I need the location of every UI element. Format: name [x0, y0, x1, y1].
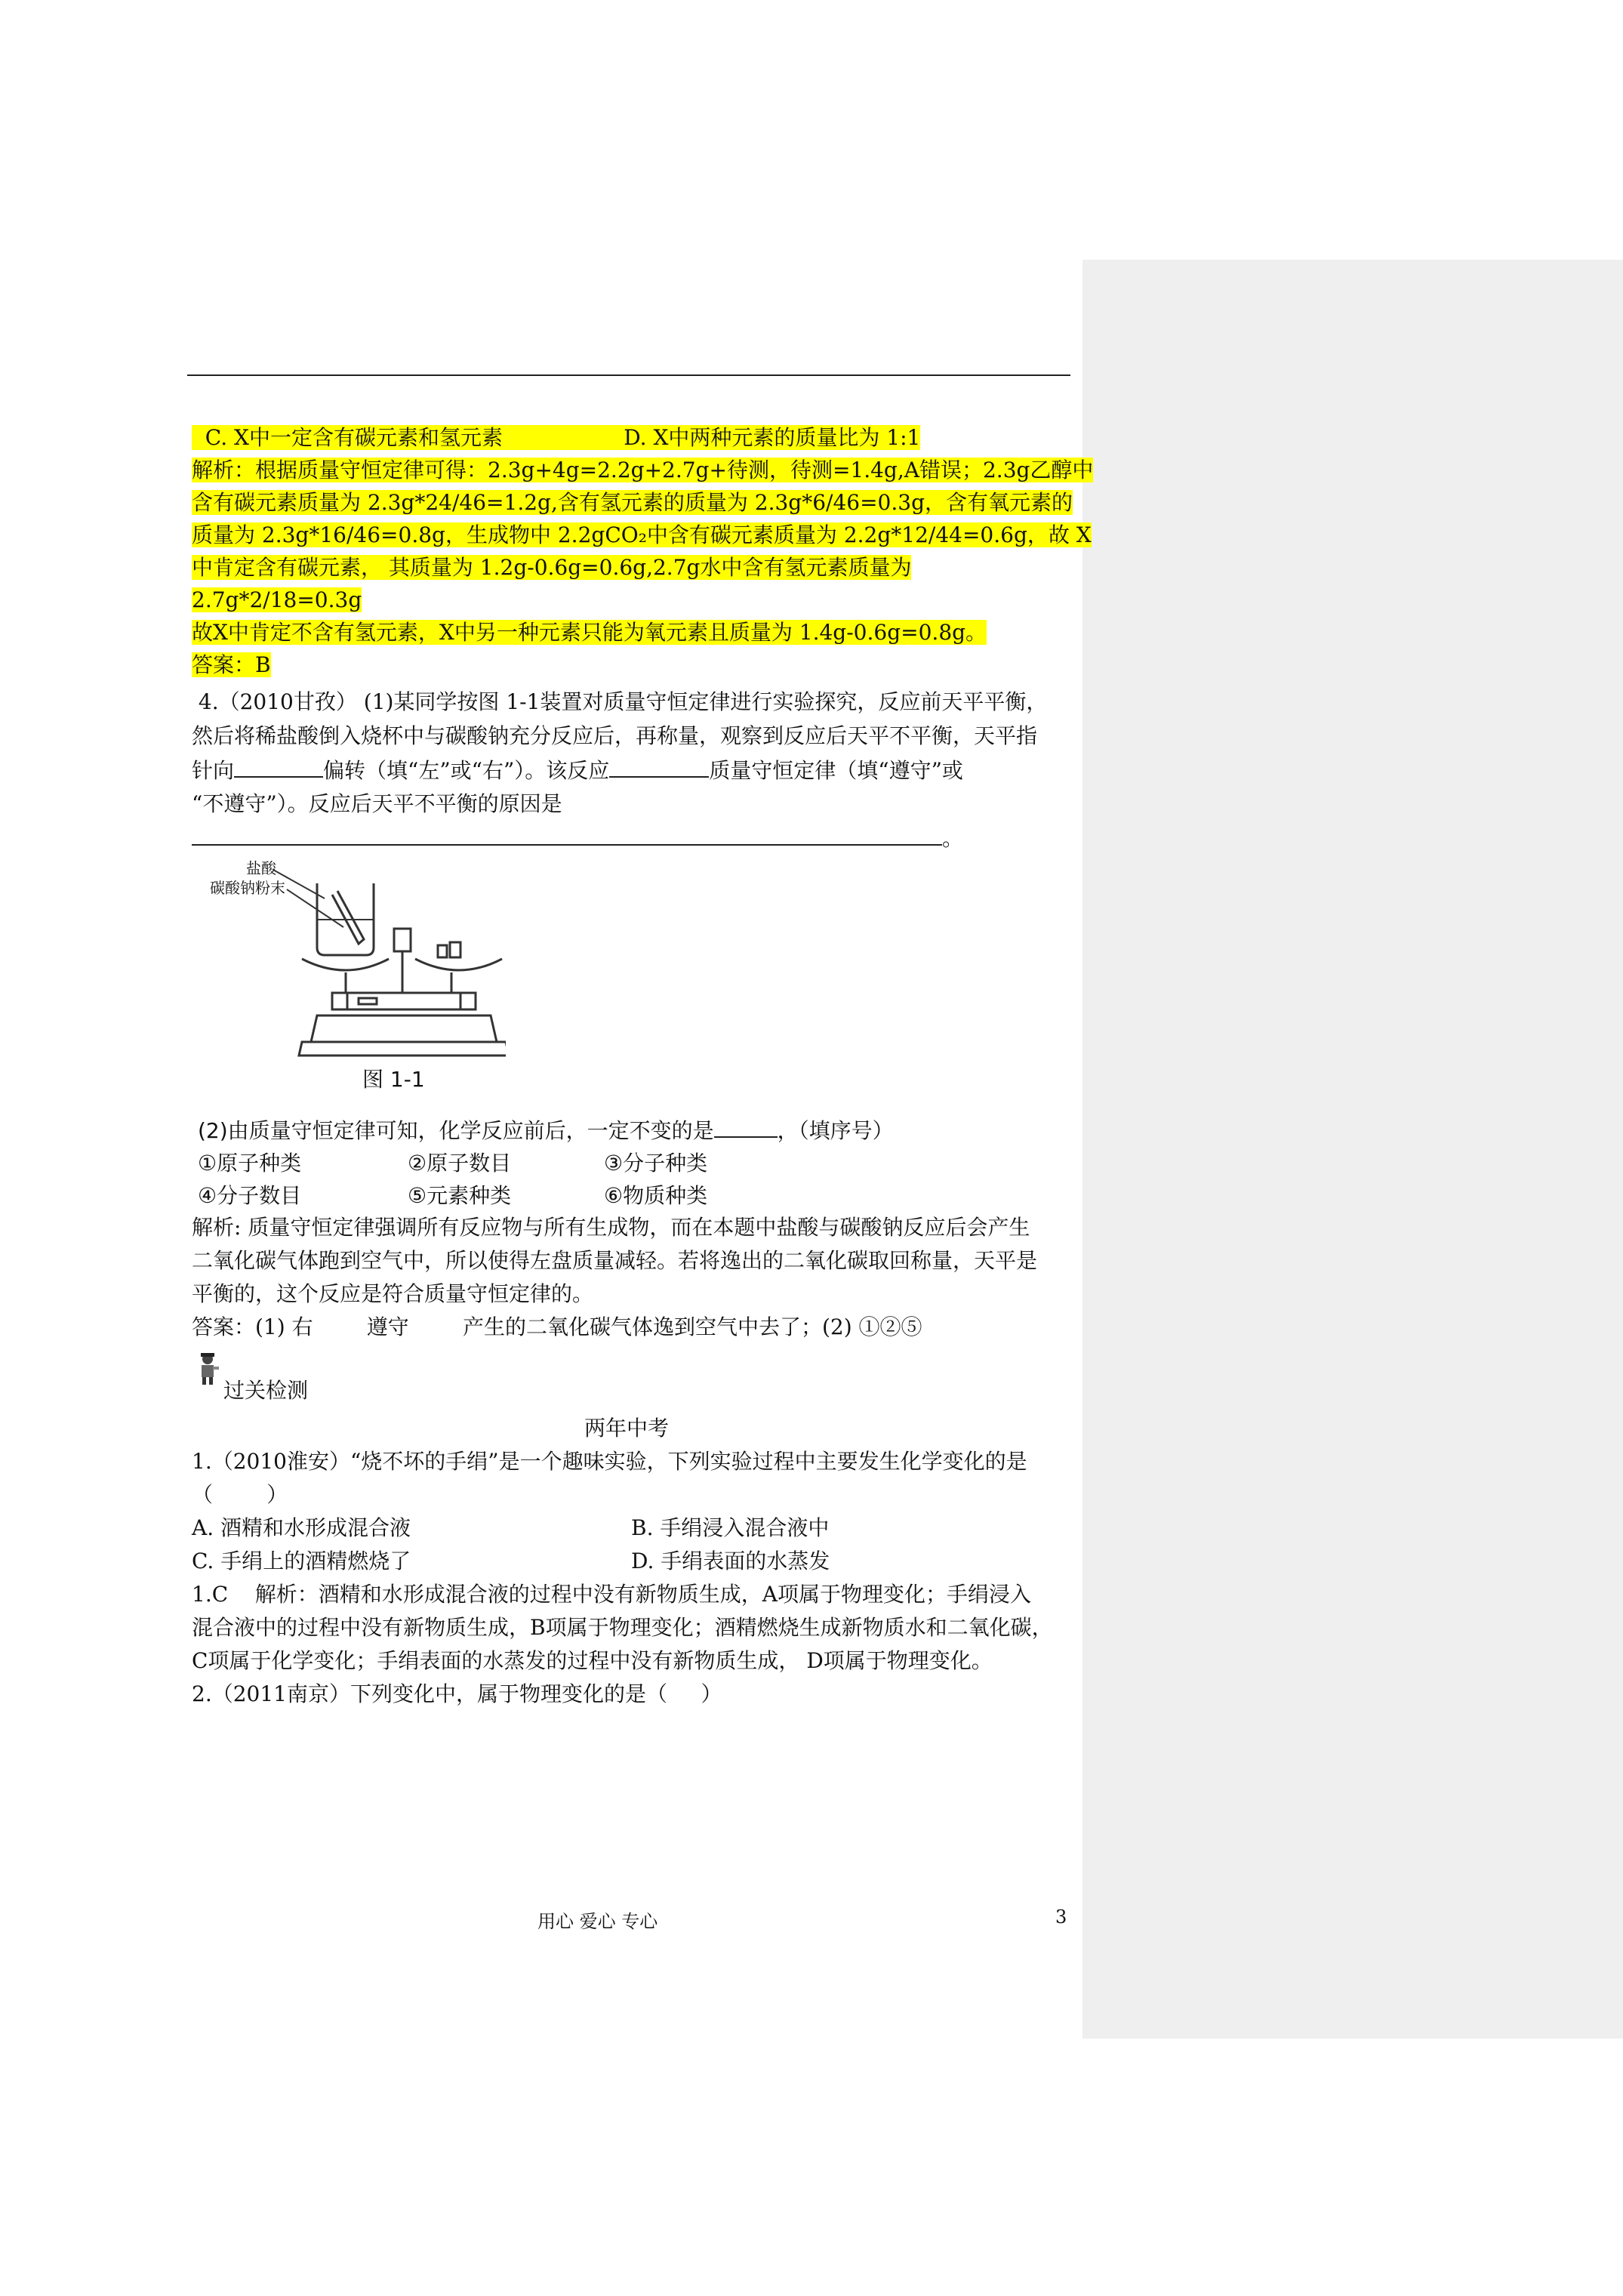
q4-analysis-line: 解析: 质量守恒定律强调所有反应物与所有生成物，而在本题中盐酸与碳酸钠反应后会产生	[192, 1215, 1030, 1240]
q1-analysis-line: 混合液中的过程中没有新物质生成，B项属于物理变化；酒精燃烧生成新物质水和二氧化碳，	[192, 1615, 1053, 1640]
q1-stem: 1.（2010淮安）“烧不坏的手绢”是一个趣味实验，下列实验过程中主要发生化学变化的是	[192, 1449, 1027, 1474]
balance-figure	[204, 853, 506, 1080]
answer-blank	[234, 755, 323, 778]
q2-stem: 2.（2011南京）下列变化中，属于物理变化的是（ ）	[192, 1681, 722, 1706]
q1-option-b: B. 手绢浸入混合液中	[631, 1515, 830, 1540]
q4-line-2: 然后将稀盐酸倒入烧杯中与碳酸钠充分反应后，再称量，观察到反应后天平不平衡，天平指	[192, 723, 1038, 748]
q1-option-a: A. 酒精和水形成混合液	[192, 1515, 411, 1540]
option-item: ⑥物质种类	[604, 1183, 708, 1208]
analysis-line: 故X中肯定不含有氢元素，X中另一种元素只能为氧元素且质量为 1.4g-0.6g=0.8g。	[192, 620, 987, 645]
q4-line-3: 针向 偏转（填“左”或“右”）。该反应 质量守恒定律（填“遵守”或	[192, 755, 963, 786]
page-number: 3	[1055, 1906, 1067, 1928]
q4-part2: (2)由质量守恒定律可知，化学反应前后，一定不变的是 ，（填序号）	[198, 1115, 894, 1146]
comment-sidebar	[1083, 260, 1623, 2039]
option-item: ⑤元素种类	[408, 1183, 512, 1208]
q1-analysis-line: C项属于化学变化；手绢表面的水蒸发的过程中没有新物质生成， D项属于物理变化。	[192, 1648, 993, 1673]
q4-analysis-line: 平衡的，这个反应是符合质量守恒定律的。	[192, 1281, 594, 1306]
analysis-line: 2.7g*2/18=0.3g	[192, 587, 362, 612]
answer-line: 答案：B	[192, 652, 271, 677]
figure-icon	[195, 1351, 220, 1385]
option-item: ③分子种类	[604, 1151, 708, 1176]
option-c-line: C. X中一定含有碳元素和氢元素 D. X中两种元素的质量比为 1:1	[192, 425, 921, 450]
q4-line-1: 4.（2010甘孜） (1)某同学按图 1-1装置对质量守恒定律进行实验探究，反应前天平平衡，	[192, 689, 1048, 714]
label-powder: 碳酸钠粉末	[210, 879, 285, 897]
option-item: ①原子种类	[198, 1151, 302, 1176]
q4-answer: 答案：(1) 右 遵守 产生的二氧化碳气体逸到空气中去了；(2) ①②⑤	[192, 1314, 922, 1339]
option-item: ④分子数目	[198, 1183, 302, 1208]
answer-blank	[609, 755, 709, 778]
analysis-line: 解析：根据质量守恒定律可得：2.3g+4g=2.2g+2.7g+待测，待测=1.4g,A错误；2.3g乙醇中	[192, 458, 1094, 482]
analysis-line: 含有碳元素质量为 2.3g*24/46=1.2g,含有氢元素的质量为 2.3g*6/46=0.3g，含有氧元素的	[192, 490, 1073, 515]
section-subtitle: 两年中考	[584, 1416, 670, 1441]
figure-caption: 图 1-1	[362, 1067, 425, 1092]
label-acid: 盐酸	[246, 859, 276, 877]
footer-motto: 用心 爱心 专心	[537, 1911, 658, 1932]
q1-paren: （ ）	[192, 1482, 288, 1507]
option-item: ②原子数目	[408, 1151, 512, 1176]
answer-blank	[192, 823, 942, 846]
q4-line-5: 。	[192, 823, 963, 854]
analysis-line: 中肯定含有碳元素， 其质量为 1.2g-0.6g=0.6g,2.7g水中含有氢元素质量为	[192, 555, 912, 580]
q4-line-4: “不遵守”）。反应后天平不平衡的原因是	[192, 791, 562, 816]
q1-option-d: D. 手绢表面的水蒸发	[631, 1549, 830, 1573]
q1-analysis-line: 1.C 解析：酒精和水形成混合液的过程中没有新物质生成，A项属于物理变化；手绢浸入	[192, 1582, 1031, 1607]
answer-blank	[714, 1115, 778, 1138]
analysis-line: 质量为 2.3g*16/46=0.8g，生成物中 2.2gCO₂中含有碳元素质量为 2.2g*12/44=0.6g，故 X	[192, 522, 1092, 547]
q4-analysis-line: 二氧化碳气体跑到空气中，所以使得左盘质量减轻。若将逸出的二氧化碳取回称量，天平是	[192, 1248, 1038, 1273]
section-title: 过关检测	[223, 1378, 309, 1403]
q1-option-c: C. 手绢上的酒精燃烧了	[192, 1549, 411, 1573]
header-rule	[187, 374, 1070, 376]
